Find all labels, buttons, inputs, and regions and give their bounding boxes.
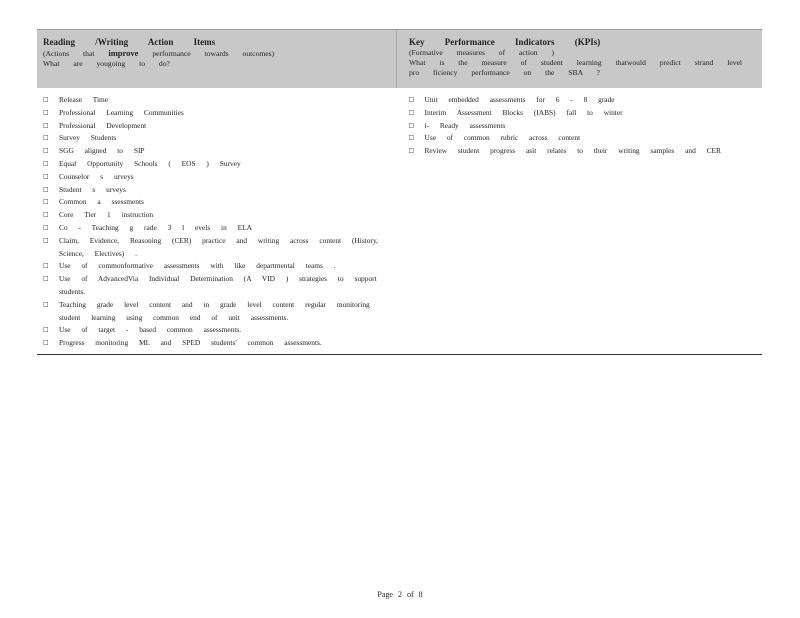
kpi-item-text: Unit embedded assessments for 6 - 8 grade bbox=[424, 95, 615, 104]
action-item bbox=[43, 94, 391, 107]
table-header-row bbox=[37, 29, 762, 88]
action-items-question: What are yougoing to do? bbox=[43, 59, 170, 68]
action-items-subtitle bbox=[43, 48, 390, 59]
kpi-list bbox=[409, 94, 757, 158]
kpi-item-text: Interim Assessment Blocks (IABS) fall to winter bbox=[424, 107, 623, 117]
checkbox-bullet-icon: □ bbox=[43, 300, 49, 308]
action-items-subtitle-post: performance towards outcomes) bbox=[152, 49, 275, 58]
checkbox-bullet-icon: □ bbox=[43, 326, 49, 334]
checkbox-bullet-icon: □ bbox=[408, 121, 415, 129]
checkbox-bullet-icon: □ bbox=[43, 147, 49, 155]
checkbox-bullet-icon: □ bbox=[43, 185, 49, 193]
action-item bbox=[43, 260, 391, 273]
action-items-subtitle-bold: improve bbox=[108, 48, 139, 58]
checkbox-bullet-icon: □ bbox=[43, 159, 49, 167]
kpi-item bbox=[409, 120, 757, 133]
action-items-title: Reading /Writing Action Items bbox=[43, 37, 216, 47]
checkbox-bullet-icon: □ bbox=[408, 147, 415, 155]
checkbox-bullet-icon: □ bbox=[43, 134, 49, 142]
kpi-subtitle: (Formative measures of action ) bbox=[409, 48, 554, 57]
action-item-text: Progress monitoring ML and SPED students' common assessments. bbox=[59, 338, 322, 348]
action-item bbox=[43, 184, 391, 197]
checkbox-bullet-icon: □ bbox=[43, 198, 49, 206]
action-item-text: SGG aligned to SIP bbox=[59, 146, 145, 156]
action-items-subtitle-pre: (Actions that bbox=[43, 49, 95, 58]
action-item bbox=[43, 209, 391, 222]
checkbox-bullet-icon: □ bbox=[408, 108, 415, 116]
action-item-text: Equal Opportunity Schools ( EOS ) Survey bbox=[59, 158, 241, 168]
action-item-text: Teaching grade level content and in grade level content regular monitoring student learning using common end of unit assessments. bbox=[59, 299, 370, 322]
action-item bbox=[43, 235, 391, 261]
checkbox-bullet-icon: □ bbox=[43, 339, 49, 347]
checkbox-bullet-icon: □ bbox=[408, 134, 415, 142]
action-item-text: Counselor s urveys bbox=[59, 171, 134, 181]
action-item-text: Student s urveys bbox=[59, 184, 126, 194]
action-item bbox=[43, 171, 391, 184]
action-items-header bbox=[37, 30, 396, 88]
kpi-item bbox=[409, 132, 757, 145]
action-item bbox=[43, 273, 391, 299]
kpi-item bbox=[409, 145, 757, 158]
action-item bbox=[43, 120, 391, 133]
checkbox-bullet-icon: □ bbox=[43, 172, 49, 180]
action-item-text: Claim, Evidence, Reasoning (CER) practice and writing across content (History, Science, Electives) . bbox=[59, 235, 379, 258]
action-item bbox=[43, 145, 391, 158]
checkbox-bullet-icon: □ bbox=[43, 121, 49, 129]
kpi-header bbox=[396, 30, 762, 88]
checkbox-bullet-icon: □ bbox=[408, 96, 415, 103]
kpi-item bbox=[409, 94, 757, 107]
checkbox-bullet-icon: □ bbox=[43, 275, 49, 283]
checkbox-bullet-icon: □ bbox=[43, 96, 49, 103]
action-kpi-table bbox=[37, 29, 762, 355]
action-item bbox=[43, 337, 391, 350]
action-item bbox=[43, 299, 391, 325]
checkbox-bullet-icon: □ bbox=[43, 236, 49, 244]
kpi-item-text: Use of common rubric across content bbox=[424, 133, 581, 143]
action-item-text: Survey Students bbox=[59, 133, 117, 143]
page-number: Page 2 of 8 bbox=[377, 590, 423, 599]
kpi-cell bbox=[397, 94, 763, 350]
action-item-text: Use of AdvancedVia Individual Determination (A VID ) strategies to support students. bbox=[59, 274, 377, 296]
kpi-title: Key Performance Indicators (KPIs) bbox=[409, 37, 601, 47]
action-item-text: Core Tier 1 instruction bbox=[59, 210, 154, 220]
checkbox-bullet-icon: □ bbox=[43, 262, 49, 270]
action-item-text: Co - Teaching g rade 3 l evels in ELA bbox=[59, 222, 253, 232]
checkbox-bullet-icon: □ bbox=[43, 108, 49, 116]
action-item bbox=[43, 158, 391, 171]
table-body-row bbox=[37, 88, 762, 354]
kpi-item bbox=[409, 107, 757, 120]
action-items-cell bbox=[37, 94, 397, 350]
action-item bbox=[43, 107, 391, 120]
kpi-question-line1: What is the measure of student learning thatwould predict strand level bbox=[409, 58, 742, 67]
kpi-item-text: Review student progress asit relates to their writing samples and CER bbox=[424, 146, 721, 156]
kpi-item-text: i- Ready assessments bbox=[424, 120, 506, 130]
action-item-text: Professional Learning Communities bbox=[59, 107, 184, 117]
action-item bbox=[43, 324, 391, 337]
checkbox-bullet-icon: □ bbox=[43, 211, 49, 219]
action-item bbox=[43, 222, 391, 235]
action-items-list bbox=[43, 94, 391, 350]
checkbox-bullet-icon: □ bbox=[43, 223, 49, 231]
kpi-question-line2: pro ficiency performance on the SBA ? bbox=[409, 68, 600, 77]
action-item bbox=[43, 196, 391, 209]
action-item-text: Use of commonformative assessments with like departmental teams . bbox=[59, 261, 336, 271]
action-item bbox=[43, 132, 391, 145]
action-item-text: Release Time bbox=[59, 95, 109, 104]
action-item-text: Use of target - based common assessments. bbox=[59, 325, 242, 335]
action-item-text: Common a ssessments bbox=[59, 197, 144, 207]
action-item-text: Professional Development bbox=[59, 120, 147, 130]
